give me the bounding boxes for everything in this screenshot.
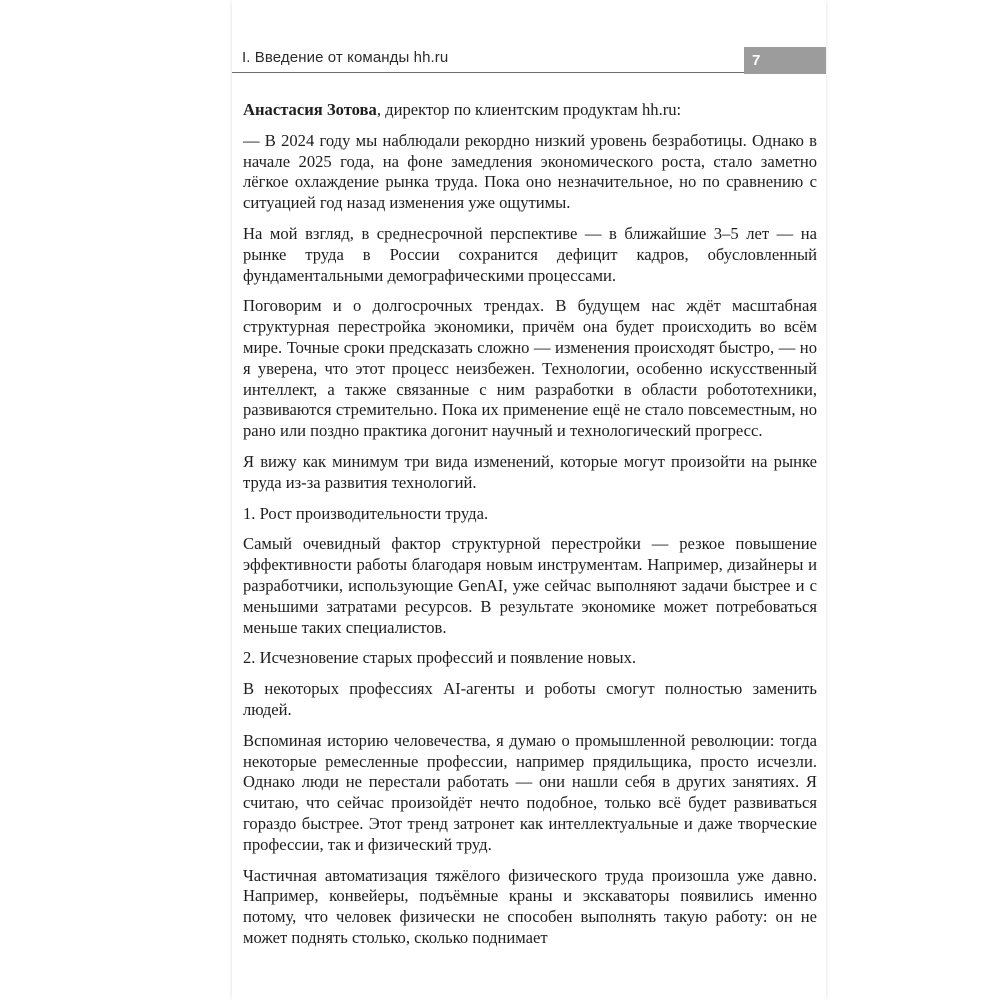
running-header [232,47,826,74]
paragraph: На мой взгляд, в среднесрочной перспективе — в ближайшие 3–5 лет — на рынке труда в России сохранится дефицит кадров, обусловленный фундаментальными демографическими процессами. [243,223,817,285]
header-rule [232,72,746,73]
author-role: , директор по клиентским продуктам hh.ru: [376,100,682,119]
list-heading: 2. Исчезновение старых профессий и появление новых. [243,648,637,668]
paragraph: Поговорим и о долгосрочных трендах. В будущем нас ждёт масштабная структурная перестройка экономики, причём она будет происходить во всём мире. Точные сроки предсказать сложно — изменения происходят быстро, — но я уверена, что этот процесс неизбежен. Технологии, особенно искусственный интеллект, а также связанные с ним разработки в области робототехники, развиваются стремительно. Пока их применение ещё не стало повсеместным, но рано или поздно практика догонит научный и технологический прогресс. [243,296,817,441]
paragraph: Самый очевидный фактор структурной перестройки — резкое повышение эффективности работы благодаря новым инструментам. Например, дизайнеры и разработчики, использующие GenAI, уже сейчас выполняют задачи быстрее и с меньшими затратами ресурсов. В результате экономике может потребоваться меньше таких специалистов. [243,534,817,637]
page-number: 7 [744,47,826,74]
list-heading: 1. Рост производительности труда. [243,503,489,523]
intro-paragraph [243,100,817,121]
paragraph: — В 2024 году мы наблюдали рекордно низкий уровень безработицы. Однако в начале 2025 года, на фоне замедления экономического роста, стало заметно лёгкое охлаждение рынка труда. Пока оно незначительное, но по сравнению с ситуацией год назад изменения уже ощутимы. [243,130,817,213]
paragraph: Вспоминая историю человечества, я думаю о промышленной революции: тогда некоторые ремесленные профессии, например прядильщика, просто исчезли. Однако люди не перестали работать — они нашли себя в других занятиях. Я считаю, что сейчас произойдёт нечто подобное, только всё будет развиваться гораздо быстрее. Этот тренд затронет как интеллектуальные и даже творческие профессии, так и физический труд. [243,730,817,854]
paragraph: Я вижу как минимум три вида изменений, которые могут произойти на рынке труда из-за развития технологий. [243,451,817,492]
chapter-title: I. Введение от команды hh.ru [242,49,449,66]
author-name: Анастасия Зотова [243,100,377,119]
paragraph: Частичная автоматизация тяжёлого физического труда произошла уже давно. Например, конвейеры, подъёмные краны и экскаваторы появились именно потому, что человек физически не способен выполнять такую работу: он не может поднять столько, сколько поднимает [243,865,817,947]
paragraph: В некоторых профессиях AI-агенты и роботы смогут полностью заменить людей. [243,679,817,719]
body-text [243,100,817,959]
